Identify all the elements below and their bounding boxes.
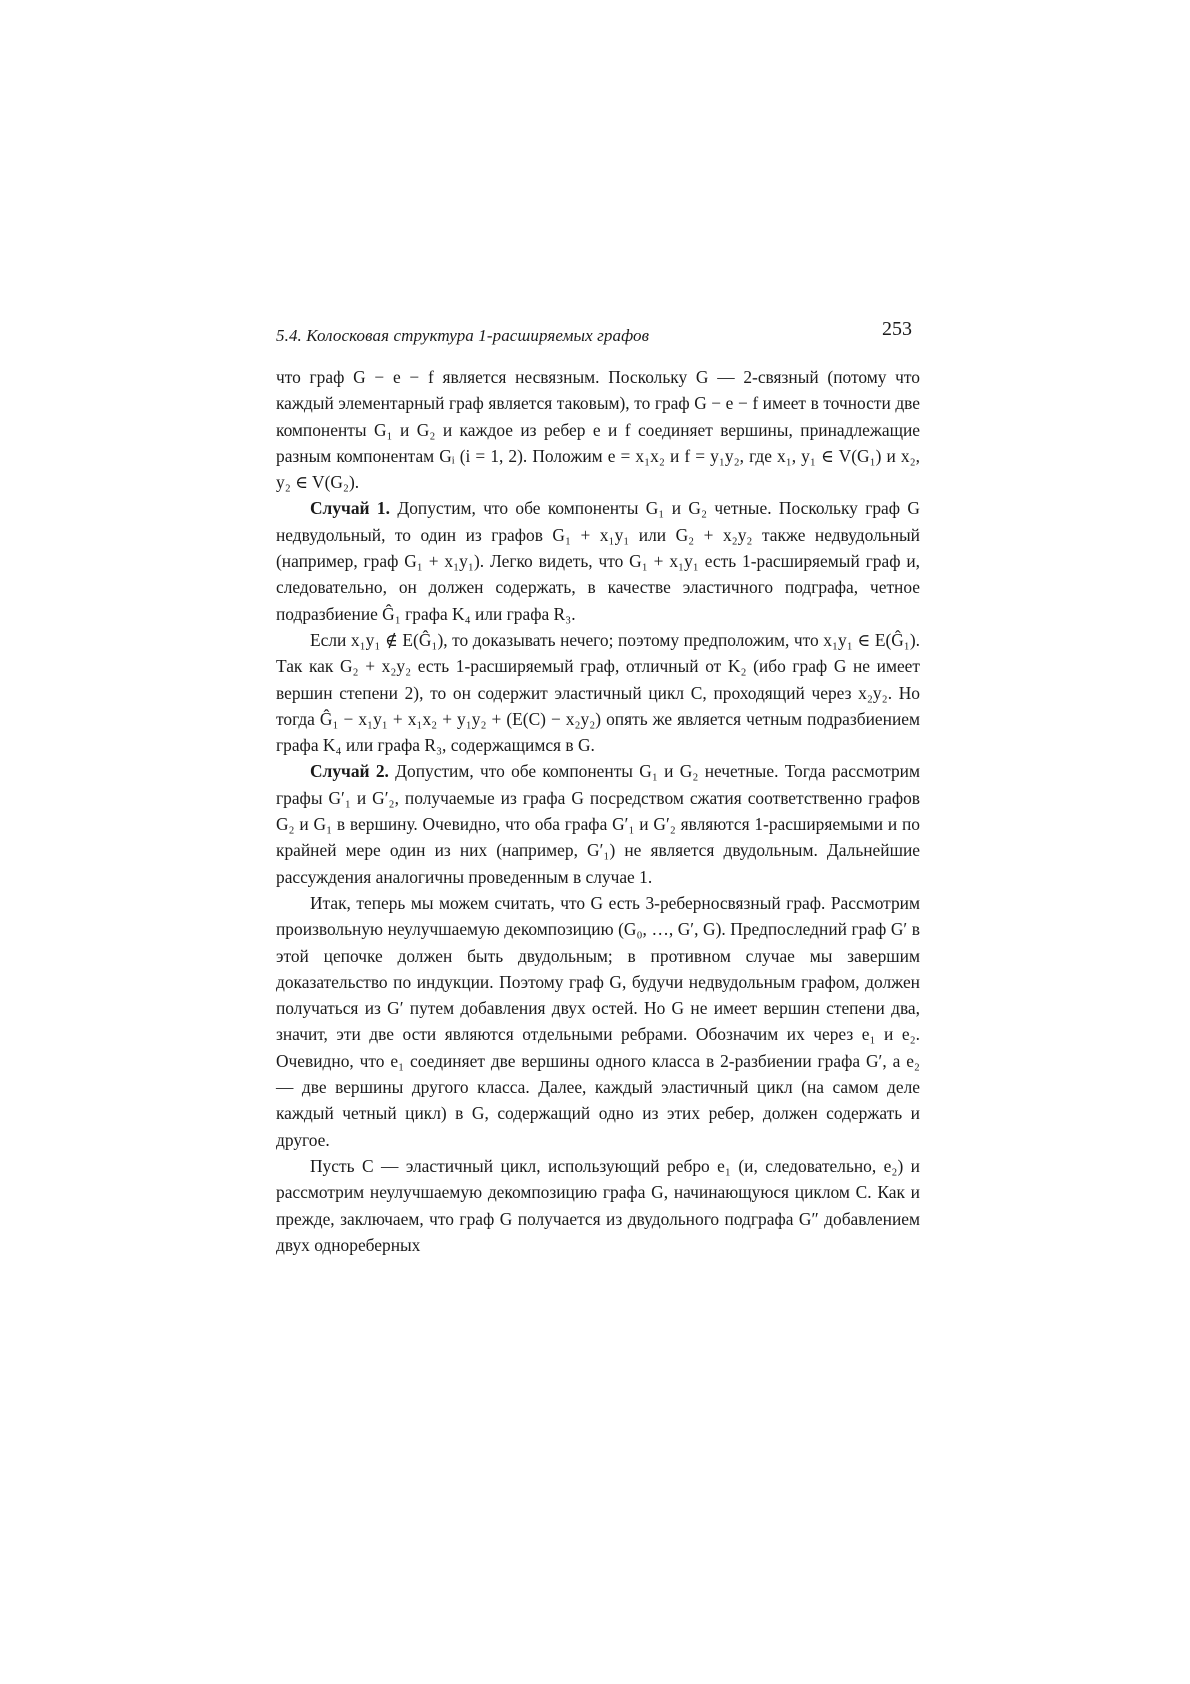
case-heading: Случай 2. xyxy=(310,761,389,782)
paragraph xyxy=(276,495,920,626)
paragraph xyxy=(276,890,920,1153)
body-text xyxy=(276,364,920,1258)
paragraph xyxy=(276,364,920,495)
paragraph xyxy=(276,627,920,758)
paragraph-text: Пусть C — эластичный цикл, использующий ребро e₁ (и, следовательно, e₂) и рассмотрим неулучшаемую декомпозицию графа G, начинающуюся циклом C. Как и прежде, заключаем, что граф G получается из двудольного подграфа G″ добавлением двух однореберных xyxy=(276,1155,920,1255)
paragraph-text: что граф G − e − f является несвязным. Поскольку G — 2-связный (потому что каждый элементарный граф является таковым), то граф G − e − f имеет в точности две компоненты G₁ и G₂ и каждое из ребер e и f соединяет вершины, принадлежащие разным компонентам Gᵢ (i = 1, 2). Положим e = x₁x₂ и f = y₁y₂, где x₁, y₁ ∈ V(G₁) и x₂, y₂ ∈ V(G₂). xyxy=(276,367,920,493)
paragraph-text: Допустим, что обе компоненты G₁ и G₂ четные. Поскольку граф G недвудольный, то один из графов G₁ + x₁y₁ или G₂ + x₂y₂ также недвудольный (например, граф G₁ + x₁y₁). Легко видеть, что G₁ + x₁y₁ есть 1-расширяемый граф и, следовательно, он должен содержать, в качестве эластичного подграфа, четное подразбиение Ĝ₁ графа K₄ или графа R₃. xyxy=(276,498,920,624)
paragraph-text: Допустим, что обе компоненты G₁ и G₂ нечетные. Тогда рассмотрим графы G′₁ и G′₂, получаемые из графа G посредством сжатия соответственно графов G₂ и G₁ в вершину. Очевидно, что оба графа G′₁ и G′₂ являются 1-расширяемыми и по крайней мере один из них (например, G′₁) не является двудольным. Дальнейшие рассуждения аналогичны проведенным в случае 1. xyxy=(276,761,920,887)
page-number: 253 xyxy=(882,318,912,340)
paragraph xyxy=(276,1153,920,1258)
paragraph xyxy=(276,758,920,889)
page-header xyxy=(276,318,920,352)
paragraph-text: Если x₁y₁ ∉ E(Ĝ₁), то доказывать нечего; поэтому предположим, что x₁y₁ ∈ E(Ĝ₁). Так как G₂ + x₂y₂ есть 1-расширяемый граф, отличный от K₂ (ибо граф G не имеет вершин степени 2), то он содержит эластичный цикл C, проходящий через x₂y₂. Но тогда Ĝ₁ − x₁y₁ + x₁x₂ + y₁y₂ + (E(C) − x₂y₂) опять же является четным подразбиением графа K₄ или графа R₃, содержащимся в G. xyxy=(276,629,920,756)
paragraph-text: Итак, теперь мы можем считать, что G есть 3-реберносвязный граф. Рассмотрим произвольную неулучшаемую декомпозицию (G₀, …, G′, G). Предпоследний граф G′ в этой цепочке должен быть двудольным; в противном случае мы завершим доказательство по индукции. Поэтому граф G, будучи недвудольным графом, должен получаться из G′ путем добавления двух остей. Но G не имеет вершин степени два, значит, эти две ости являются отдельными ребрами. Обозначим их через e₁ и e₂. Очевидно, что e₁ соединяет две вершины одного класса в 2-разбиении графа G′, а e₂ — две вершины другого класса. Далее, каждый эластичный цикл (на самом деле каждый четный цикл) в G, содержащий одно из этих ребер, должен содержать и другое. xyxy=(276,892,920,1150)
case-heading: Случай 1. xyxy=(310,498,390,519)
book-page xyxy=(276,318,920,1258)
running-head: 5.4. Колосковая структура 1-расширяемых графов xyxy=(276,326,650,345)
